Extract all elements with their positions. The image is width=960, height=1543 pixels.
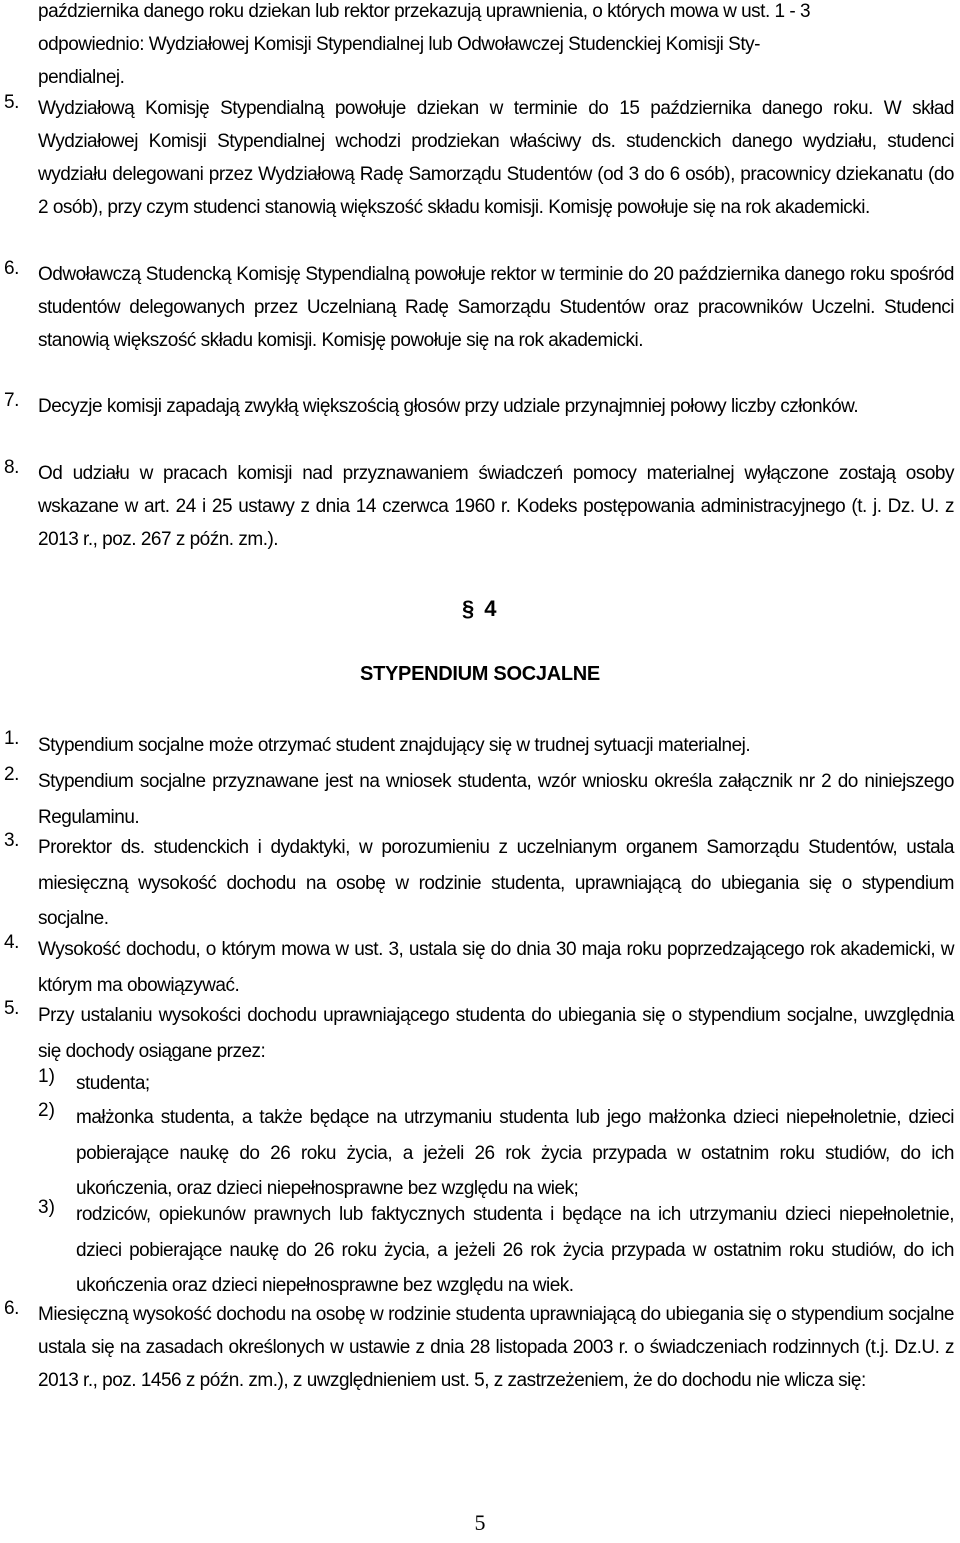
item-text: Miesięczną wysokość dochodu na osobę w rodzinie studenta uprawniającą do ubiegania się o stypendium socjalne ustala się na zasadach określonych w ustawie z dnia 28 listopada 2003 r. o świadczeniach rodzinnych (t.j. Dz.U. z 2013 r., poz. 1456 z późn. zm.), z uwzględnieniem ust. 5, z zastrzeżeniem, że do dochodu nie wlicza się:: [38, 1304, 954, 1391]
subitem-text: małżonka studenta, a także będące na utrzymaniu studenta lub jego małżonka dzieci niepełnoletnie, dzieci pobierające naukę do 26 roku życia, a jeżeli 26 rok życia przypada w ostatnim roku studiów, do ich ukończenia, oraz dzieci niepełnosprawne bez względu na wiek;: [76, 1107, 954, 1199]
item-number: 2.: [4, 764, 19, 785]
subitem-number: 2): [38, 1100, 55, 1121]
item-number: 8.: [4, 457, 19, 478]
continuation-line-2: odpowiednio: Wydziałowej Komisji Stypendialnej lub Odwoławczej Studenckiej Komisji Sty-: [38, 34, 760, 55]
item-text: Decyzje komisji zapadają zwykłą większością głosów przy udziale przynajmniej połowy liczby członków.: [38, 396, 859, 417]
item-number: 4.: [4, 932, 19, 953]
item-number: 3.: [4, 830, 19, 851]
continuation-line-3: pendialnej.: [38, 67, 125, 88]
item-number: 5.: [4, 998, 19, 1019]
item-text: Wysokość dochodu, o którym mowa w ust. 3, ustala się do dnia 30 maja roku poprzedzającego rok akademicki, w którym ma obowiązywać.: [38, 939, 954, 996]
item-text: Stypendium socjalne może otrzymać student znajdujący się w trudnej sytuacji materialnej.: [38, 735, 751, 756]
section-number: 4: [484, 596, 497, 621]
item-number: 6.: [4, 1298, 19, 1319]
section-title: STYPENDIUM SOCJALNE: [360, 663, 600, 685]
item-number: 6.: [4, 258, 19, 279]
item-text: Odwoławczą Studencką Komisję Stypendialną powołuje rektor w terminie do 20 października danego roku spośród studentów delegowanych przez Uczelnianą Radę Samorządu Studentów oraz pracowników Uczelni. Studenci stanowią większość składu komisji. Komisję powołuje się na rok akademicki.: [38, 264, 954, 351]
item-text: Wydziałową Komisję Stypendialną powołuje dziekan w terminie do 15 października danego roku. W skład Wydziałowej Komisji Stypendialnej wchodzi prodziekan właściwy ds. studenckich danego wydziału, studenci wydziału delegowani przez Wydziałową Radę Samorządu Studentów (od 3 do 6 osób), pracownicy dziekanatu (do 2 osób), przy czym studenci stanowią większość składu komisji. Komisję powołuje się na rok akademicki.: [38, 98, 954, 218]
subitem-text: studenta;: [76, 1073, 150, 1094]
item-number: 5.: [4, 92, 19, 113]
item-text: Od udziału w pracach komisji nad przyznawaniem świadczeń pomocy materialnej wyłączone zostają osoby wskazane w art. 24 i 25 ustawy z dnia 14 czerwca 1960 r. Kodeks postępowania administracyjnego (t. j. Dz. U. z 2013 r., poz. 267 z późn. zm.).: [38, 463, 954, 550]
subitem-text: rodziców, opiekunów prawnych lub faktycznych studenta i będące na ich utrzymaniu dzieci niepełnoletnie, dzieci pobierające naukę do 26 roku życia, a jeżeli 26 rok życia przypada w ostatnim roku studiów, do ich ukończenia oraz dzieci niepełnosprawne bez względu na wiek.: [76, 1204, 954, 1296]
item-text: Przy ustalaniu wysokości dochodu uprawniającego studenta do ubiegania się o stypendium socjalne, uwzględnia się dochody osiągane przez:: [38, 1005, 954, 1062]
item-number: 1.: [4, 728, 19, 749]
item-number: 7.: [4, 390, 19, 411]
item-text: Prorektor ds. studenckich i dydaktyki, w porozumieniu z uczelnianym organem Samorządu Studentów, ustala miesięczną wysokość dochodu na osobę w rodzinie studenta, uprawniającą do ubiegania się o stypendium socjalne.: [38, 837, 954, 929]
subitem-number: 1): [38, 1066, 55, 1087]
section-heading: [462, 596, 497, 622]
continuation-line-1: października danego roku dziekan lub rektor przekazują uprawnienia, o których mowa w ust. 1 - 3: [38, 1, 811, 22]
item-text: Stypendium socjalne przyznawane jest na wniosek studenta, wzór wniosku określa załącznik nr 2 do niniejszego Regulaminu.: [38, 771, 954, 828]
section-sign: §: [462, 596, 475, 621]
continuation-paragraph: [38, 0, 954, 94]
subitem-number: 3): [38, 1197, 55, 1218]
page-number: 5: [474, 1510, 486, 1535]
